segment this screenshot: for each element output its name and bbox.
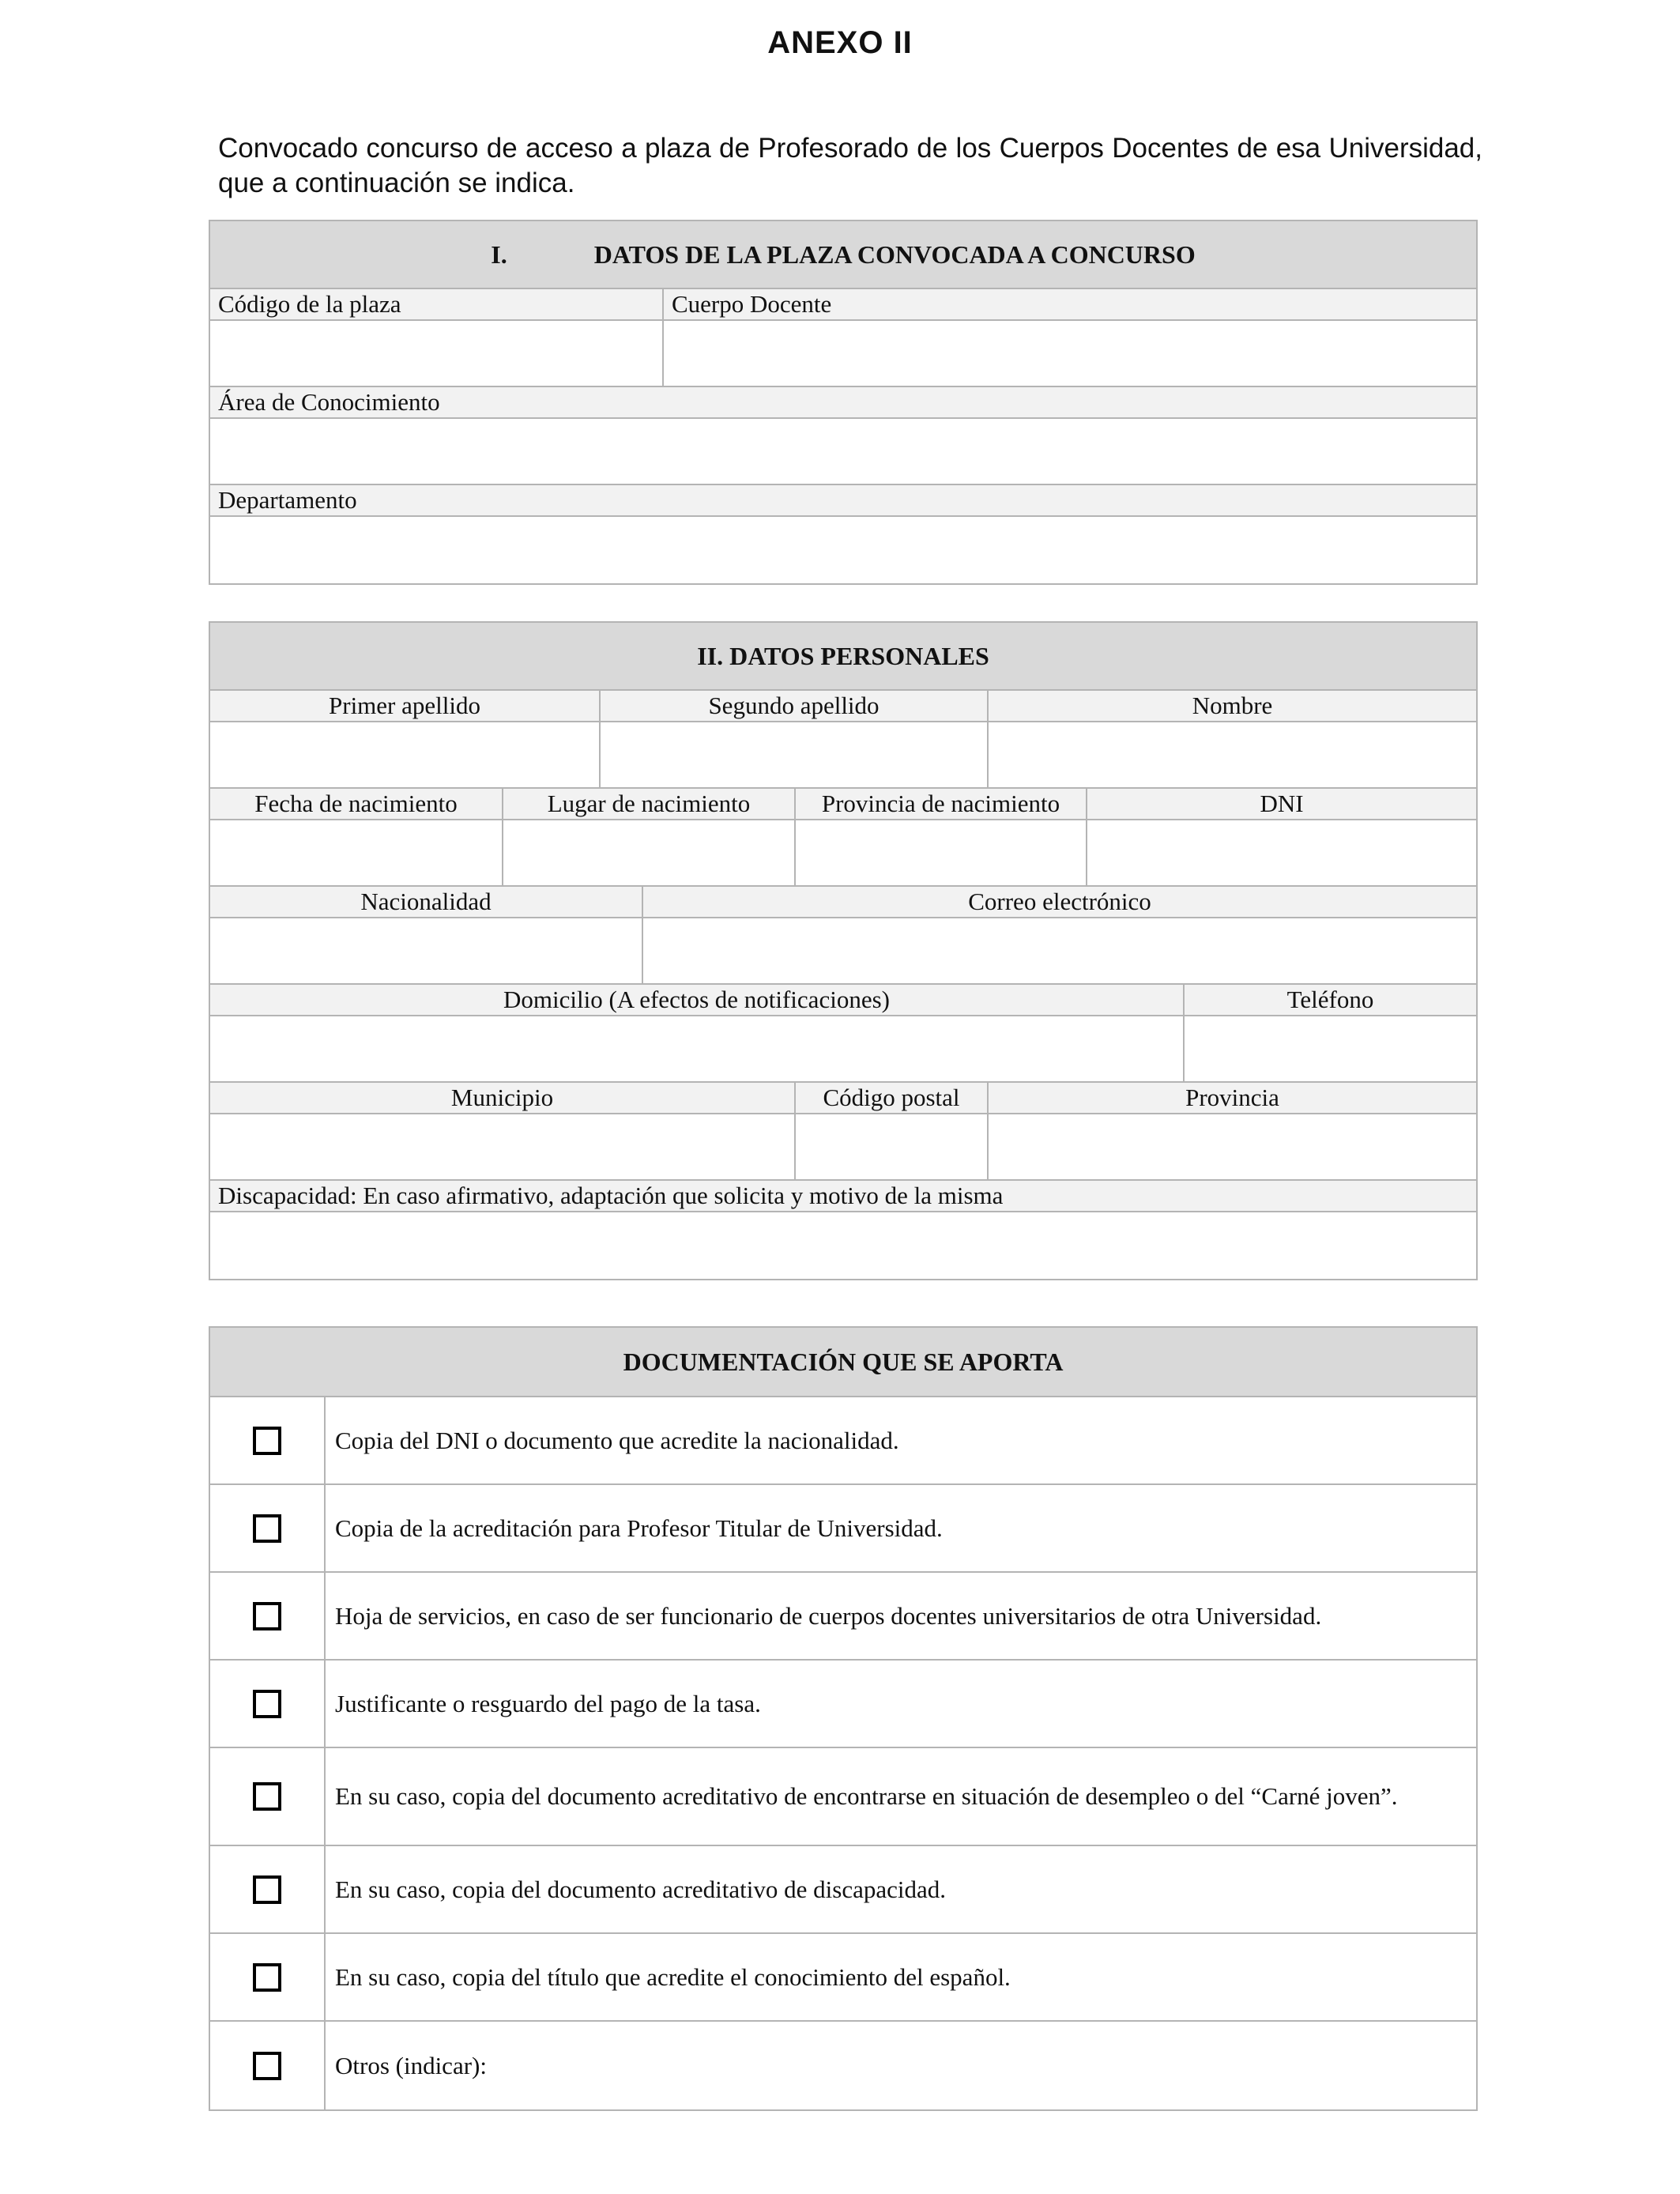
doc-item: [210, 1397, 1476, 1485]
cuerpo-docente-label: Cuerpo Docente: [662, 289, 1476, 319]
area-conocimiento-field[interactable]: [210, 419, 1476, 484]
section-number: I.: [491, 239, 507, 269]
doc-checkbox[interactable]: [253, 1427, 281, 1455]
documentation-header: DOCUMENTACIÓN QUE SE APORTA: [210, 1328, 1476, 1397]
departamento-field[interactable]: [210, 517, 1476, 583]
area-conocimiento-label: Área de Conocimiento: [218, 388, 440, 416]
correo-field[interactable]: [642, 918, 1476, 983]
fecha-nacimiento-label: Fecha de nacimiento: [254, 790, 458, 817]
correo-label: Correo electrónico: [642, 887, 1476, 917]
doc-item-label: Copia de la acreditación para Profesor Titular de Universidad.: [335, 1514, 943, 1542]
provincia-field[interactable]: [987, 1114, 1476, 1179]
page-title: ANEXO II: [767, 25, 913, 60]
doc-item: [210, 2022, 1476, 2109]
section-title: DATOS DE LA PLAZA CONVOCADA A CONCURSO: [593, 239, 1196, 269]
doc-item: [210, 1573, 1476, 1661]
telefono-label: Teléfono: [1183, 985, 1476, 1015]
municipio-label: Municipio: [450, 1084, 554, 1111]
dni-field[interactable]: [1086, 820, 1476, 885]
segundo-apellido-field[interactable]: [599, 722, 987, 787]
doc-checkbox[interactable]: [253, 1875, 281, 1904]
segundo-apellido-label: Segundo apellido: [599, 691, 987, 721]
doc-checkbox[interactable]: [253, 1602, 281, 1630]
codigo-postal-field[interactable]: [794, 1114, 987, 1179]
provincia-nacimiento-field[interactable]: [794, 820, 1086, 885]
doc-item: [210, 1748, 1476, 1846]
doc-item-label: En su caso, copia del título que acredite el conocimiento del español.: [335, 1962, 1011, 1991]
doc-item-label: En su caso, copia del documento acreditativo de encontrarse en situación de desempleo o del “Carné joven”.: [335, 1782, 1398, 1810]
telefono-field[interactable]: [1183, 1016, 1476, 1081]
doc-checkbox[interactable]: [253, 1963, 281, 1992]
primer-apellido-field[interactable]: [210, 722, 599, 787]
doc-item-label: Copia del DNI o documento que acredite la nacionalidad.: [335, 1426, 899, 1454]
domicilio-label: Domicilio (A efectos de notificaciones): [503, 986, 890, 1013]
lugar-nacimiento-label: Lugar de nacimiento: [502, 789, 794, 819]
municipio-field[interactable]: [210, 1114, 794, 1179]
cuerpo-docente-field[interactable]: [662, 321, 1476, 386]
domicilio-field[interactable]: [210, 1016, 1183, 1081]
doc-item: [210, 1485, 1476, 1573]
doc-item-label: Otros (indicar):: [335, 2051, 487, 2079]
doc-item: [210, 1934, 1476, 2022]
nombre-field[interactable]: [987, 722, 1476, 787]
doc-checkbox[interactable]: [253, 2052, 281, 2080]
codigo-plaza-label: Código de la plaza: [218, 290, 401, 318]
doc-item-label: Justificante o resguardo del pago de la tasa.: [335, 1689, 761, 1717]
plaza-section-header: [210, 221, 1476, 289]
doc-checkbox[interactable]: [253, 1514, 281, 1543]
nacionalidad-field[interactable]: [210, 918, 642, 983]
provincia-label: Provincia: [987, 1083, 1476, 1113]
plaza-section: [209, 220, 1478, 585]
nombre-label: Nombre: [987, 691, 1476, 721]
codigo-postal-label: Código postal: [794, 1083, 987, 1113]
discapacidad-label: Discapacidad: En caso afirmativo, adaptación que solicita y motivo de la misma: [218, 1182, 1004, 1209]
dni-label: DNI: [1086, 789, 1476, 819]
lugar-nacimiento-field[interactable]: [502, 820, 794, 885]
doc-item: [210, 1661, 1476, 1748]
departamento-label: Departamento: [218, 486, 357, 514]
intro-paragraph: Convocado concurso de acceso a plaza de Profesorado de los Cuerpos Docentes de esa Universidad, que a continuación se indica.: [218, 133, 1482, 198]
doc-checkbox[interactable]: [253, 1690, 281, 1718]
provincia-nacimiento-label: Provincia de nacimiento: [794, 789, 1086, 819]
fecha-nacimiento-field[interactable]: [210, 820, 502, 885]
documentation-section: [209, 1326, 1478, 2111]
personal-data-section: [209, 621, 1478, 1280]
primer-apellido-label: Primer apellido: [329, 692, 480, 719]
discapacidad-field[interactable]: [210, 1212, 1476, 1279]
doc-item: [210, 1846, 1476, 1934]
doc-checkbox[interactable]: [253, 1782, 281, 1811]
codigo-plaza-field[interactable]: [210, 321, 662, 386]
doc-item-label: Hoja de servicios, en caso de ser funcionario de cuerpos docentes universitarios de otra Universidad.: [335, 1601, 1322, 1630]
personal-data-header: II. DATOS PERSONALES: [210, 623, 1476, 691]
doc-item-label: En su caso, copia del documento acreditativo de discapacidad.: [335, 1875, 946, 1903]
nacionalidad-label: Nacionalidad: [360, 888, 492, 915]
